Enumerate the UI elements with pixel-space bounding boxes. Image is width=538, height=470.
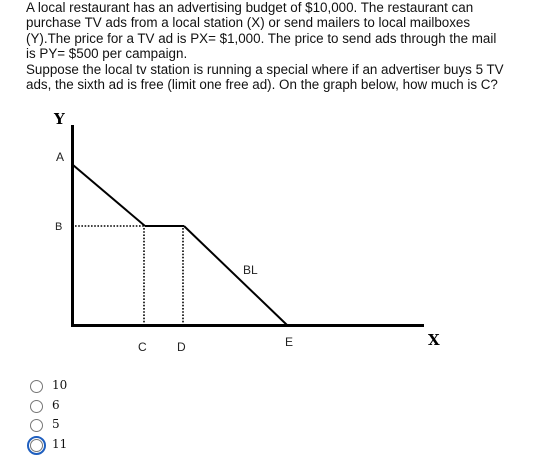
answer-option-label: 5 [52,417,60,431]
y-axis-label: Y [54,110,65,128]
answer-option-3[interactable] [30,417,110,435]
budget-line-label: BL [243,263,258,277]
answer-option-1[interactable] [30,378,110,396]
budget-line-segment-lower [184,226,287,325]
answer-option-label: 6 [52,398,60,412]
answer-option-label: 10 [52,378,68,392]
answer-option-4[interactable] [30,437,110,455]
x-axis-label: X [428,331,440,349]
point-c-label: C [138,340,147,354]
radio-button[interactable] [30,380,43,393]
question-paragraph-2: Suppose the local tv station is running a special where if an advertiser buys 5 TV ads, the sixth ad is free (limit one free ad). On the graph below, how much is C? [26,61,504,93]
point-b-label: B [55,221,63,233]
point-e-label: E [285,335,294,349]
budget-line-segment-upper [73,165,145,226]
point-a-label: A [56,150,65,164]
point-d-label: D [177,340,186,354]
radio-button[interactable] [30,400,43,413]
answer-option-2[interactable] [30,398,110,416]
question-paragraph-1: A local restaurant has an advertising budget of $10,000. The restaurant can purchase TV ads from a local station (X) or send mailers to local mailboxes (Y).The price for a TV ad is PX= $1,000. The price to send ads through the mail is PY= $500 per campaign. [26,0,497,62]
radio-button[interactable] [30,419,43,432]
answer-option-label: 11 [52,437,68,451]
radio-button[interactable] [30,439,43,452]
